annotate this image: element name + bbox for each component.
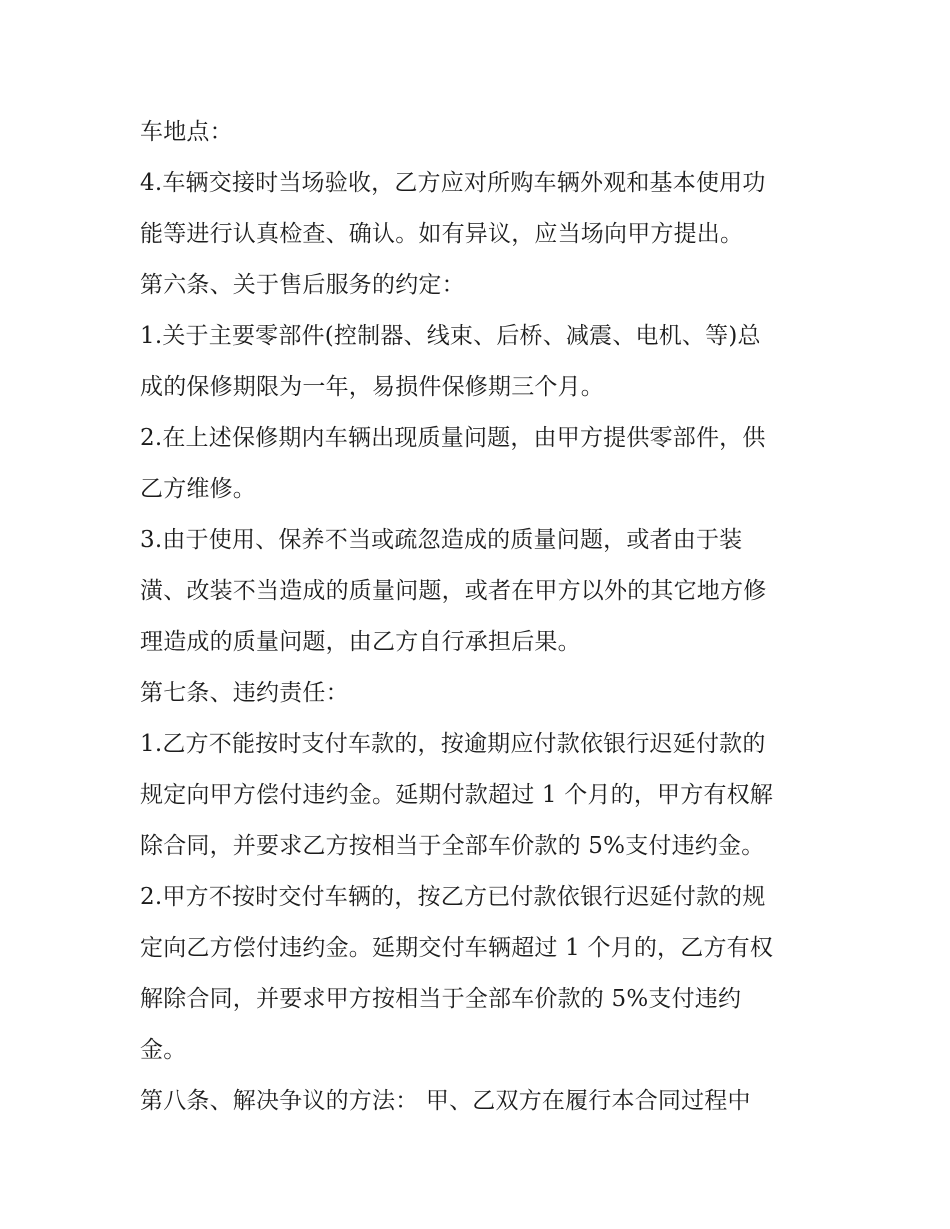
section-heading: 第七条、违约责任： [140, 680, 349, 706]
text-line: 1.关于主要零部件(控制器、线束、后桥、减震、电机、等)总 [140, 323, 761, 349]
text-line: 能等进行认真检查、确认。如有异议，应当场向甲方提出。 [140, 221, 744, 247]
text-line: 潢、改装不当造成的质量问题，或者在甲方以外的其它地方修 [140, 578, 767, 604]
section-heading: 第八条、解决争议的方法： 甲、乙双方在履行本合同过程中 [140, 1088, 751, 1114]
text-line: 规定向甲方偿付违约金。延期付款超过 1 个月的，甲方有权解 [140, 782, 774, 808]
document-body [140, 107, 820, 1127]
text-line: 定向乙方偿付违约金。延期交付车辆超过 1 个月的，乙方有权 [140, 935, 774, 961]
text-line: 2.甲方不按时交付车辆的，按乙方已付款依银行迟延付款的规 [140, 884, 766, 910]
section-heading: 第六条、关于售后服务的约定： [140, 272, 465, 298]
text-line: 乙方维修。 [140, 476, 256, 502]
text-line: 金。 [140, 1037, 187, 1063]
text-line: 4.车辆交接时当场验收，乙方应对所购车辆外观和基本使用功 [140, 170, 766, 196]
text-line: 除合同，并要求乙方按相当于全部车价款的 5%支付违约金。 [140, 833, 765, 859]
text-line: 解除合同，并要求甲方按相当于全部车价款的 5%支付违约 [140, 986, 742, 1012]
text-line: 3.由于使用、保养不当或疏忽造成的质量问题，或者由于装 [140, 527, 743, 553]
text-line: 车地点： [140, 119, 233, 145]
text-line: 2.在上述保修期内车辆出现质量问题，由甲方提供零部件，供 [140, 425, 766, 451]
text-line: 1.乙方不能按时支付车款的，按逾期应付款依银行迟延付款的 [140, 731, 766, 757]
text-line: 成的保修期限为一年，易损件保修期三个月。 [140, 374, 604, 400]
text-line: 理造成的质量问题，由乙方自行承担后果。 [140, 629, 581, 655]
